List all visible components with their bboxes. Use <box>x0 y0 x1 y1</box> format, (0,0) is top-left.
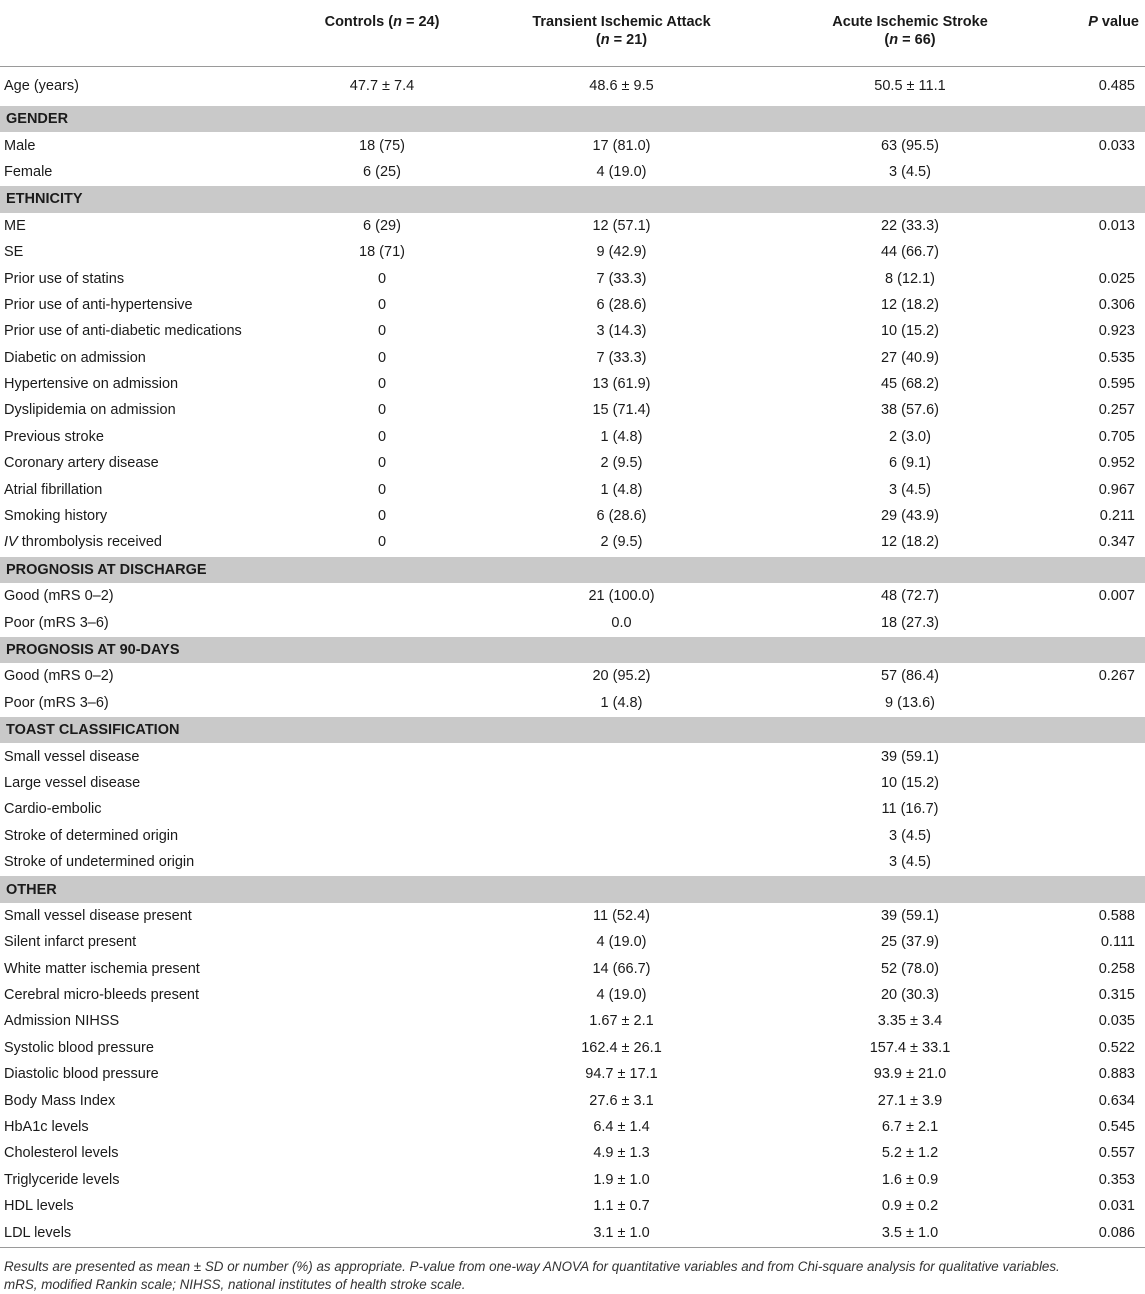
cell-ais: 8 (12.1) <box>885 270 935 287</box>
section-label: TOAST CLASSIFICATION <box>0 716 1145 743</box>
cell-p-value: 0.031 <box>1098 1198 1135 1215</box>
cell-controls <box>286 609 478 636</box>
cell-tia: 9 (42.9) <box>596 244 647 261</box>
table-row <box>0 903 1145 929</box>
section-label: PROGNOSIS AT DISCHARGE <box>0 556 1145 583</box>
table-body <box>0 67 1145 1248</box>
table-row <box>0 292 1145 318</box>
section-header-row <box>0 876 1145 903</box>
header-controls: Controls (n = 24) <box>324 14 440 30</box>
row-label: Prior use of statins <box>4 270 125 287</box>
cell-ais: 27.1 ± 3.9 <box>877 1092 943 1109</box>
table-row <box>0 132 1145 158</box>
cell-tia: 14 (66.7) <box>592 960 651 977</box>
cell-tia: 4.9 ± 1.3 <box>593 1145 650 1162</box>
cell-tia: 3.1 ± 1.0 <box>478 1219 765 1248</box>
row-label-text: thrombolysis received <box>17 534 162 551</box>
row-label: Cerebral micro-bleeds present <box>4 987 200 1004</box>
row-label: LDL levels <box>0 1219 286 1248</box>
cell-ais: 38 (57.6) <box>880 402 940 419</box>
table-row <box>0 583 1145 609</box>
cell-tia: 2 (9.5) <box>600 534 643 551</box>
table-row <box>0 239 1145 265</box>
cell-ais: 0.9 ± 0.2 <box>881 1198 939 1215</box>
cell-ais: 6.7 ± 2.1 <box>881 1119 939 1136</box>
table-row <box>0 397 1145 423</box>
cell-p-value: 0.923 <box>1098 323 1135 340</box>
cell-p-value <box>1055 609 1145 636</box>
header-p-value: P value <box>1088 14 1139 30</box>
row-label: Coronary artery disease <box>4 455 159 472</box>
cell-tia: 4 (19.0) <box>596 987 647 1004</box>
cell-p-value <box>1055 159 1145 186</box>
table-row <box>0 770 1145 796</box>
footnote-line-2: mRS, modified Rankin scale; NIHSS, national institutes of health stroke scale. <box>4 1277 466 1293</box>
cell-controls: 0 <box>377 323 387 340</box>
cell-tia: 1.1 ± 0.7 <box>593 1198 650 1215</box>
header-ais: Acute Ischemic Stroke (n = 66) <box>832 14 988 48</box>
cell-controls: 6 (29) <box>363 217 401 234</box>
footnote-line-1: Results are presented as mean ± SD or number (%) as appropriate. P-value from one-way ANOVA for quantitative variables and from Chi-square analysis for qualitative variables. <box>4 1259 1060 1275</box>
cell-controls: 0 <box>377 508 387 525</box>
row-label: Admission NIHSS <box>4 1013 120 1030</box>
cell-p-value: 0.588 <box>1098 907 1135 924</box>
row-label: Prior use of anti-hypertensive <box>4 296 193 313</box>
cell-controls: 18 (75) <box>359 137 405 154</box>
cell-controls: 0 <box>377 270 387 287</box>
cell-p-value: 0.557 <box>1098 1145 1135 1162</box>
cell-controls <box>286 796 478 822</box>
section-header-row <box>0 636 1145 663</box>
section-header-row <box>0 716 1145 743</box>
table-header <box>0 0 1145 67</box>
row-label: Stroke of undetermined origin <box>4 854 195 871</box>
cell-controls: 0 <box>377 428 387 445</box>
cell-controls: 0 <box>377 481 387 498</box>
table-row <box>0 1219 1145 1248</box>
row-label: Prior use of anti-diabetic medications <box>4 323 242 340</box>
row-label: Cholesterol levels <box>4 1145 119 1162</box>
cell-p-value: 0.257 <box>1098 402 1135 419</box>
cell-p-value: 0.267 <box>1098 668 1135 685</box>
cell-tia: 27.6 ± 3.1 <box>589 1092 654 1109</box>
cell-tia: 7 (33.3) <box>596 270 647 287</box>
section-label: OTHER <box>0 876 1145 903</box>
table-row <box>0 1008 1145 1034</box>
cell-tia: 1.9 ± 1.0 <box>593 1171 650 1188</box>
section-label: PROGNOSIS AT 90-DAYS <box>0 636 1145 663</box>
row-label: Small vessel disease <box>4 748 140 765</box>
cell-ais: 12 (18.2) <box>880 296 940 313</box>
cell-tia: 4 (19.0) <box>596 163 647 180</box>
cell-p-value <box>1055 239 1145 265</box>
cell-p-value: 0.306 <box>1098 296 1135 313</box>
table-row <box>0 1061 1145 1087</box>
cell-p-value: 0.535 <box>1098 349 1135 366</box>
cell-tia <box>478 849 765 876</box>
row-label: Cardio-embolic <box>4 801 102 818</box>
cell-controls <box>286 690 478 717</box>
cell-controls <box>286 770 478 796</box>
row-label: HbA1c levels <box>4 1119 89 1136</box>
table-row <box>0 743 1145 769</box>
table-row <box>0 609 1145 636</box>
row-label: Age (years) <box>4 78 79 94</box>
row-label: Body Mass Index <box>4 1092 116 1109</box>
cell-p-value: 0.353 <box>1098 1171 1135 1188</box>
cell-tia <box>478 796 765 822</box>
table-row <box>0 265 1145 291</box>
table-row <box>0 213 1145 239</box>
cell-p-value: 0.485 <box>1098 78 1135 94</box>
cell-p-value: 0.035 <box>1098 1013 1135 1030</box>
table-row <box>0 690 1145 717</box>
cell-controls <box>286 929 478 955</box>
cell-ais: 29 (43.9) <box>880 508 940 525</box>
cell-p-value: 0.025 <box>1098 270 1135 287</box>
cell-controls <box>286 849 478 876</box>
cell-ais: 63 (95.5) <box>880 137 940 154</box>
cell-ais: 9 (13.6) <box>885 694 935 711</box>
row-label: Dyslipidemia on admission <box>4 402 176 419</box>
cell-p-value: 0.545 <box>1098 1119 1135 1136</box>
section-header-row <box>0 106 1145 133</box>
section-header-row <box>0 186 1145 213</box>
cell-tia: 94.7 ± 17.1 <box>585 1066 658 1083</box>
cell-tia: 1 (4.8) <box>600 694 643 711</box>
cell-p-value <box>1055 823 1145 849</box>
row-label: Good (mRS 0–2) <box>4 588 114 605</box>
cell-controls <box>286 1114 478 1140</box>
cell-ais: 11 (16.7) <box>881 801 939 818</box>
cell-tia: 4 (19.0) <box>596 934 647 951</box>
cell-ais: 3 (4.5) <box>889 163 931 180</box>
cell-tia: 13 (61.9) <box>592 376 651 393</box>
row-label: Hypertensive on admission <box>4 376 179 393</box>
section-header-row <box>0 556 1145 583</box>
cell-controls: 0 <box>377 349 387 366</box>
table-row <box>0 371 1145 397</box>
cell-controls <box>286 956 478 982</box>
cell-p-value: 0.086 <box>1055 1219 1145 1248</box>
table-row <box>0 929 1145 955</box>
row-label: Good (mRS 0–2) <box>4 668 114 685</box>
cell-p-value <box>1055 849 1145 876</box>
cell-p-value: 0.013 <box>1098 217 1135 234</box>
cell-ais: 1.6 ± 0.9 <box>881 1171 939 1188</box>
cell-tia: 1 (4.8) <box>600 428 643 445</box>
cell-tia <box>478 770 765 796</box>
row-label-italic-prefix: IV <box>4 534 18 551</box>
table-row <box>0 529 1145 556</box>
cell-tia: 20 (95.2) <box>592 668 651 685</box>
cell-tia: 15 (71.4) <box>592 402 651 419</box>
row-label: ME <box>4 217 26 234</box>
cell-controls <box>286 823 478 849</box>
cell-ais: 39 (59.1) <box>880 748 940 765</box>
row-label: Silent infarct present <box>4 934 137 951</box>
table-row <box>0 503 1145 529</box>
table-row <box>0 663 1145 689</box>
cell-tia: 21 (100.0) <box>588 588 655 605</box>
cell-ais: 48 (72.7) <box>880 588 940 605</box>
cell-ais: 52 (78.0) <box>880 960 940 977</box>
cell-p-value: 0.952 <box>1098 455 1135 472</box>
cell-p-value: 0.033 <box>1098 137 1135 154</box>
cell-ais: 57 (86.4) <box>880 668 940 685</box>
cell-controls <box>286 743 478 769</box>
table-row <box>0 956 1145 982</box>
row-label <box>0 529 286 556</box>
table-row <box>0 1167 1145 1193</box>
cell-p-value: 0.883 <box>1098 1066 1135 1083</box>
cell-ais: 27 (40.9) <box>880 349 940 366</box>
row-label: Triglyceride levels <box>4 1171 120 1188</box>
row-label: SE <box>4 244 24 261</box>
table-footnote <box>0 1248 1145 1294</box>
section-label: GENDER <box>0 106 1145 133</box>
cell-ais: 3 (4.5) <box>889 854 931 871</box>
cell-tia <box>478 823 765 849</box>
cell-tia: 2 (9.5) <box>600 455 643 472</box>
cell-p-value <box>1055 770 1145 796</box>
cell-tia: 3 (14.3) <box>596 323 647 340</box>
cell-tia: 1.67 ± 2.1 <box>589 1013 654 1030</box>
cell-ais: 44 (66.7) <box>880 244 940 261</box>
cell-tia: 162.4 ± 26.1 <box>581 1039 662 1056</box>
cell-controls: 0 <box>377 455 387 472</box>
row-label: Large vessel disease <box>4 774 141 791</box>
cell-p-value: 0.211 <box>1099 508 1135 525</box>
cell-tia: 48.6 ± 9.5 <box>589 78 654 94</box>
cell-controls <box>286 1061 478 1087</box>
cell-tia: 17 (81.0) <box>592 137 651 154</box>
cell-p-value: 0.634 <box>1098 1092 1135 1109</box>
table-row <box>0 1114 1145 1140</box>
row-label: Stroke of determined origin <box>4 827 179 844</box>
cell-controls: 0 <box>377 376 387 393</box>
cell-controls <box>286 1008 478 1034</box>
cell-ais: 2 (3.0) <box>889 428 931 445</box>
row-label: HDL levels <box>4 1198 74 1215</box>
row-label: Poor (mRS 3–6) <box>4 694 109 711</box>
cell-tia: 1 (4.8) <box>600 481 643 498</box>
table-row <box>0 1087 1145 1113</box>
table-row <box>0 1193 1145 1219</box>
cell-p-value <box>1055 796 1145 822</box>
cell-p-value: 0.347 <box>1098 534 1135 551</box>
row-label: Diabetic on admission <box>4 349 146 366</box>
cell-p-value: 0.705 <box>1098 428 1135 445</box>
table-row <box>0 318 1145 344</box>
row-label: Previous stroke <box>4 428 104 445</box>
table-row <box>0 159 1145 186</box>
table-row <box>0 982 1145 1008</box>
cell-tia: 0.0 <box>611 614 632 631</box>
cell-p-value: 0.258 <box>1098 960 1135 977</box>
cell-controls: 0 <box>377 296 387 313</box>
table-row <box>0 450 1145 476</box>
row-label: Smoking history <box>4 508 108 525</box>
cell-controls <box>286 1193 478 1219</box>
table-row <box>0 823 1145 849</box>
cell-p-value: 0.111 <box>1100 934 1135 951</box>
cell-p-value <box>1055 743 1145 769</box>
cell-ais: 50.5 ± 11.1 <box>874 78 946 94</box>
row-label: Diastolic blood pressure <box>4 1066 159 1083</box>
cell-controls <box>286 1140 478 1166</box>
table-row <box>0 476 1145 502</box>
cell-ais: 10 (15.2) <box>880 774 940 791</box>
cell-ais: 3.5 ± 1.0 <box>765 1219 1055 1248</box>
cell-tia: 6 (28.6) <box>596 508 647 525</box>
row-label: White matter ischemia present <box>4 960 200 977</box>
cell-controls: 0 <box>377 402 387 419</box>
cell-controls <box>286 903 478 929</box>
row-label: Female <box>4 163 53 180</box>
cell-ais: 22 (33.3) <box>880 217 940 234</box>
cell-p-value: 0.007 <box>1098 588 1135 605</box>
cell-ais: 25 (37.9) <box>880 934 940 951</box>
cell-p-value: 0.522 <box>1098 1039 1135 1056</box>
cell-controls <box>286 1219 478 1248</box>
cell-tia: 11 (52.4) <box>593 907 650 924</box>
cell-ais: 157.4 ± 33.1 <box>869 1039 951 1056</box>
cell-ais: 39 (59.1) <box>880 907 940 924</box>
cell-ais: 10 (15.2) <box>880 323 940 340</box>
row-label: Systolic blood pressure <box>4 1039 154 1056</box>
cell-ais: 6 (9.1) <box>889 455 931 472</box>
cell-ais: 3.35 ± 3.4 <box>877 1013 943 1030</box>
cell-p-value: 0.595 <box>1098 376 1135 393</box>
table-row <box>0 345 1145 371</box>
cell-p-value: 0.967 <box>1098 481 1135 498</box>
row-label: Poor (mRS 3–6) <box>4 614 109 631</box>
cell-ais: 12 (18.2) <box>880 534 940 551</box>
header-empty-cell <box>0 0 286 67</box>
table-row <box>0 424 1145 450</box>
cell-tia: 7 (33.3) <box>596 349 647 366</box>
cell-controls: 6 (25) <box>363 163 401 180</box>
cell-tia: 6.4 ± 1.4 <box>593 1119 650 1136</box>
row-label: Small vessel disease present <box>4 907 192 924</box>
cell-controls <box>286 1035 478 1061</box>
cell-tia: 6 (28.6) <box>596 296 647 313</box>
cell-controls: 47.7 ± 7.4 <box>349 78 415 94</box>
cell-controls <box>286 663 478 689</box>
cell-controls: 18 (71) <box>359 244 405 261</box>
cell-ais: 5.2 ± 1.2 <box>881 1145 939 1162</box>
cell-tia <box>478 743 765 769</box>
cell-ais: 18 (27.3) <box>880 614 940 631</box>
table-row <box>0 1035 1145 1061</box>
header-tia: Transient Ischemic Attack (n = 21) <box>532 14 711 48</box>
cell-ais: 3 (4.5) <box>889 481 931 498</box>
table-row <box>0 849 1145 876</box>
cell-controls <box>286 1167 478 1193</box>
cell-controls <box>286 982 478 1008</box>
table-row <box>0 1140 1145 1166</box>
cell-ais: 20 (30.3) <box>880 987 940 1004</box>
row-label: Atrial fibrillation <box>4 481 103 498</box>
table-row <box>0 67 1145 106</box>
cell-ais: 45 (68.2) <box>880 376 940 393</box>
cell-ais: 3 (4.5) <box>889 827 931 844</box>
cell-ais: 93.9 ± 21.0 <box>873 1066 947 1083</box>
section-label: ETHNICITY <box>0 186 1145 213</box>
cell-tia: 12 (57.1) <box>592 217 651 234</box>
cell-p-value: 0.315 <box>1098 987 1135 1004</box>
cell-controls: 0 <box>377 534 387 551</box>
cell-controls <box>286 583 478 609</box>
table-row <box>0 796 1145 822</box>
cell-controls <box>286 1087 478 1113</box>
row-label: Male <box>4 137 36 154</box>
cell-p-value <box>1055 690 1145 717</box>
